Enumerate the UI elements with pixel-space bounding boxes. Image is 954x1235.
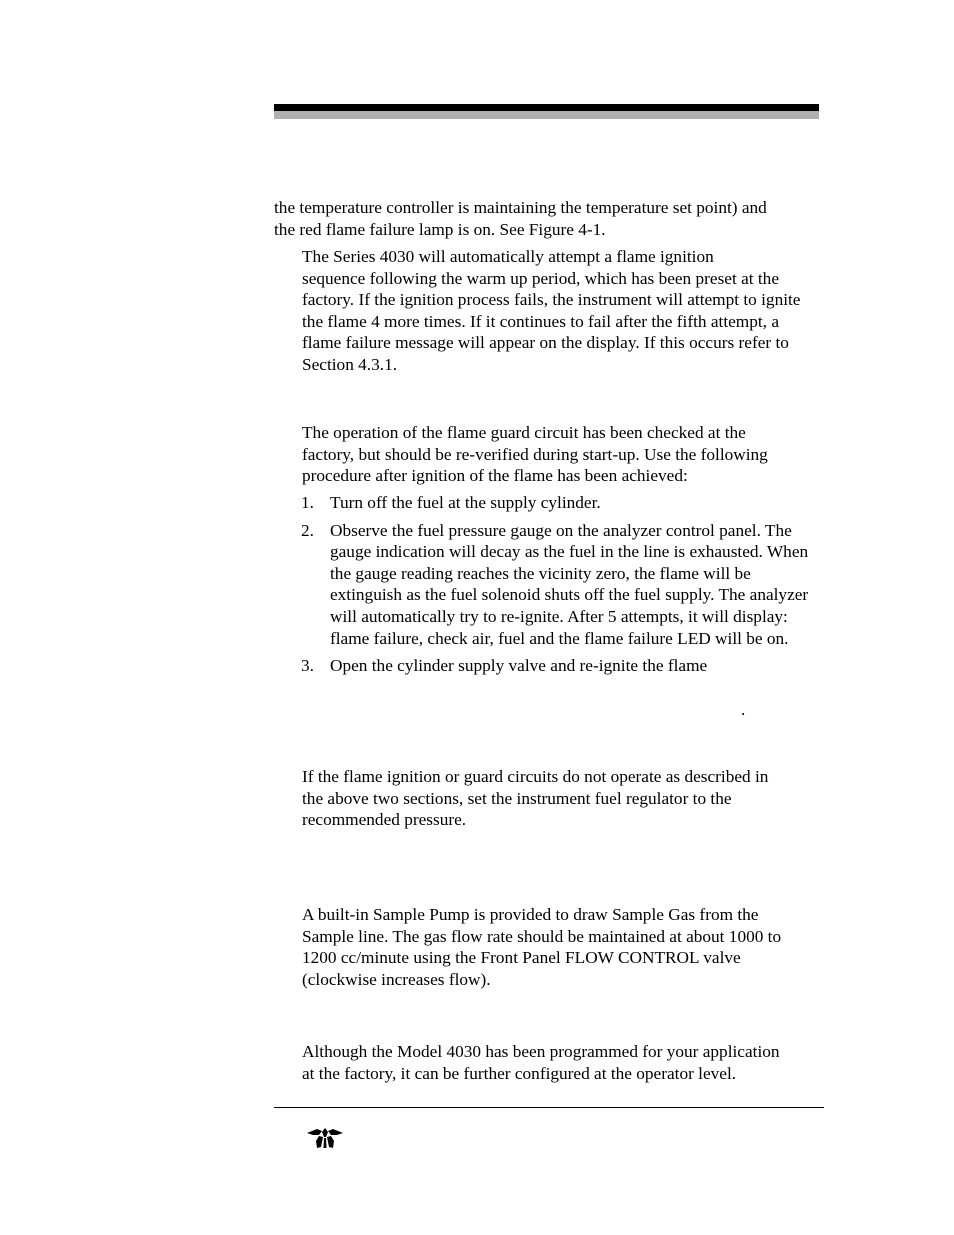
header-rule	[274, 104, 819, 111]
company-logo-icon	[307, 1127, 343, 1149]
step-text: Turn off the fuel at the supply cylinder.	[330, 493, 601, 512]
procedure-list	[301, 492, 826, 683]
procedure-step	[301, 492, 826, 514]
step-number: 2.	[301, 520, 314, 540]
step-number: 1.	[301, 493, 314, 512]
header-rule-shadow	[274, 111, 819, 119]
paragraph-sample-pump: A built-in Sample Pump is provided to draw Sample Gas from the Sample line. The gas flow rate should be maintained at about 1000 to 1200 cc/minute using the Front Panel FLOW CONTROL valve (clockwise increases flow).	[302, 905, 782, 989]
procedure-step	[301, 655, 826, 677]
paragraph-flame-guard: The operation of the flame guard circuit has been checked at the factory, but should be re-verified during start-up. Use the following procedure after ignition of the flame has been achieved:	[302, 423, 768, 486]
paragraph-flame-lamp: the temperature controller is maintaining the temperature set point) and the red flame failure lamp is on. See Figure 4-1.	[274, 198, 767, 239]
paragraph-ignition-sequence: The Series 4030 will automatically attempt a flame ignition sequence following the warm up period, which has been preset at the factory. If the ignition process fails, the instrument will attempt to ignite the flame 4 more times. If it continues to fail after the fifth attempt, a flame failure message will appear on the display. If this occurs refer to Section 4.3.1.	[302, 247, 801, 374]
paragraph-regulator: If the flame ignition or guard circuits do not operate as described in the above two sections, set the instrument fuel regulator to the recommended pressure.	[302, 767, 769, 830]
step-text: Observe the fuel pressure gauge on the analyzer control panel. The gauge indication will decay as the fuel in the line is exhausted. When the gauge reading reaches the vicinity zero, the flame will be extinguish as the fuel solenoid shuts off the fuel supply. The analyzer will automatically try to re-ignite. After 5 attempts, it will display: flame failure, check air, fuel and the flame failure LED will be on.	[330, 520, 809, 648]
step-text: Open the cylinder supply valve and re-ignite the flame	[330, 656, 708, 676]
stray-period: .	[741, 700, 746, 719]
procedure-step	[301, 520, 826, 650]
step-number: 3.	[301, 656, 314, 676]
footer-rule	[274, 1107, 824, 1108]
paragraph-configuration: Although the Model 4030 has been programmed for your application at the factory, it can be further configured at the operator level.	[302, 1042, 780, 1083]
